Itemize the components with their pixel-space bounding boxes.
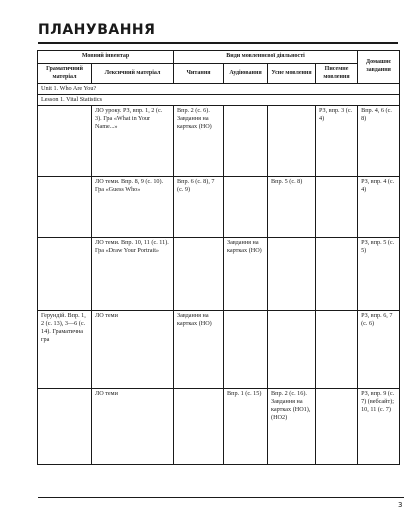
header-lexical: Лексичний матеріал [92,64,174,84]
cell-lexical: ЛО теми. Впр. 8, 9 (с. 10). Гра «Guess Who» [92,176,174,237]
title-underline [38,42,398,44]
cell-writing: РЗ, впр. 3 (с. 4) [316,105,358,176]
cell-lexical: ЛО уроку. РЗ, впр. 1, 2 (с. 3). Гра «What in Your Name...» [92,105,174,176]
header-speech-activities: Види мовленнєвої діяльності [174,51,358,64]
footer-rule [38,497,404,498]
cell-speaking [268,310,316,388]
cell-lexical: ЛО теми. Впр. 10, 11 (с. 11). Гра «Draw Your Portrait» [92,237,174,310]
cell-reading [174,237,224,310]
header-reading: Читання [174,64,224,84]
page-title: ПЛАНУВАННЯ [38,22,156,38]
cell-writing [316,388,358,464]
header-writing: Писемне мовлення [316,64,358,84]
cell-homework: РЗ, впр. 9 (с. 7) (вебсайт); 10, 11 (с. 7) [358,388,400,464]
cell-reading: Завдання на картках (НО) [174,310,224,388]
lesson-title: Lesson 1. Vital Statistics [38,94,400,105]
header-language-inventory: Мовний інвентар [38,51,174,64]
cell-writing [316,176,358,237]
header-speaking: Усне мовлення [268,64,316,84]
cell-speaking [268,105,316,176]
cell-speaking: Впр. 2 (с. 16). Завдання на картках (НО1), (НО2) [268,388,316,464]
cell-homework: Впр. 4, 6 (с. 8) [358,105,400,176]
cell-grammar [38,105,92,176]
planning-table [37,50,400,465]
cell-reading: Впр. 2 (с. 6). Завдання на картках (НО) [174,105,224,176]
cell-grammar [38,237,92,310]
cell-lexical: ЛО теми [92,388,174,464]
header-homework: Домашнє завдання [358,51,400,84]
cell-listening: Впр. 1 (с. 15) [224,388,268,464]
header-listening: Аудіювання [224,64,268,84]
cell-listening: Завдання на картках (НО) [224,237,268,310]
unit-title: Unit 1. Who Are You? [38,84,400,95]
table-row [38,310,400,388]
cell-homework: РЗ, впр. 5 (с. 5) [358,237,400,310]
cell-speaking [268,237,316,310]
cell-listening [224,105,268,176]
page-number: 3 [398,501,403,509]
table-row [38,105,400,176]
cell-writing [316,237,358,310]
cell-reading: Впр. 6 (с. 8), 7 (с. 9) [174,176,224,237]
cell-grammar [38,388,92,464]
cell-reading [174,388,224,464]
cell-lexical: ЛО теми [92,310,174,388]
table-row [38,237,400,310]
cell-writing [316,310,358,388]
table-row [38,176,400,237]
cell-homework: РЗ, впр. 6, 7 (с. 6) [358,310,400,388]
cell-grammar [38,176,92,237]
cell-grammar: Герундій. Впр. 1, 2 (с. 13), 3—6 (с. 14). Граматична гра [38,310,92,388]
cell-listening [224,176,268,237]
cell-speaking: Впр. 5 (с. 8) [268,176,316,237]
table-row [38,388,400,464]
cell-homework: РЗ, впр. 4 (с. 4) [358,176,400,237]
header-grammar: Граматичний матеріал [38,64,92,84]
cell-listening [224,310,268,388]
